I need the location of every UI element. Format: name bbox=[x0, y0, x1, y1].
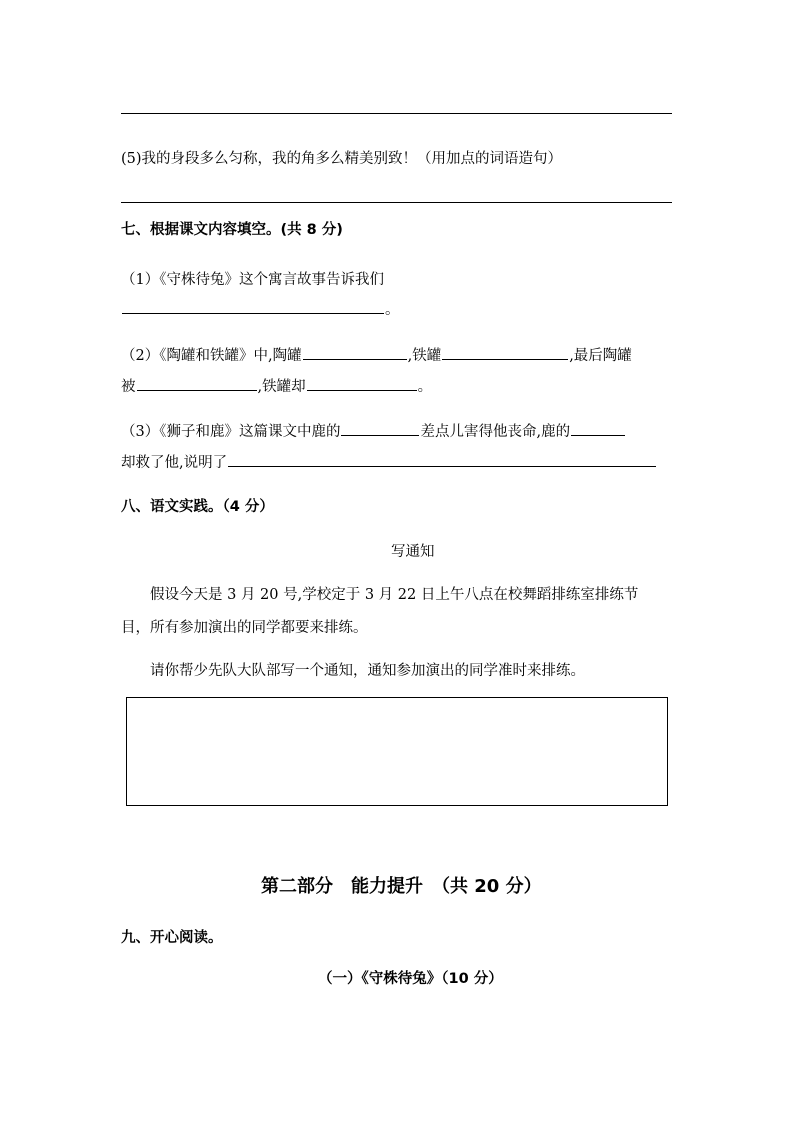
item-7-1 bbox=[121, 268, 384, 289]
item-7-3-c: 却救了他,说明了 bbox=[121, 455, 228, 471]
section-8-title: 八、语文实践。（4 分） bbox=[121, 499, 274, 515]
question-5-text: (5)我的身段多么匀称，我的角多么精美别致！（用加点的词语造句） bbox=[121, 151, 563, 167]
reading-1-title: （一）《守株待兔》（10 分） bbox=[318, 971, 503, 987]
notice-answer-box[interactable] bbox=[126, 697, 668, 806]
part-2-title: 第二部分 能力提升 （共 20 分） bbox=[261, 876, 542, 897]
item-7-1-line bbox=[121, 298, 400, 319]
answer-line-q5 bbox=[121, 202, 672, 203]
item-7-2-line-1 bbox=[121, 344, 632, 365]
notice-title: 写通知 bbox=[391, 544, 435, 560]
blank-7-3-c[interactable] bbox=[228, 451, 656, 467]
blank-7-2-b[interactable] bbox=[442, 344, 568, 360]
item-7-3-line-2 bbox=[121, 451, 657, 472]
blank-7-3-b[interactable] bbox=[571, 420, 625, 436]
blank-7-2-d[interactable] bbox=[307, 375, 417, 391]
item-7-2-c: ,最后陶罐 bbox=[569, 348, 632, 364]
item-7-2-line-2 bbox=[121, 375, 432, 396]
item-7-2-e: ,铁罐却 bbox=[257, 379, 306, 395]
item-7-2-b: ,铁罐 bbox=[407, 348, 442, 364]
blank-7-2-a[interactable] bbox=[303, 344, 407, 360]
blank-7-3-a[interactable] bbox=[341, 420, 419, 436]
item-7-3-a: （3）《狮子和鹿》这篇课文中鹿的 bbox=[121, 424, 341, 440]
section-7-title: 七、根据课文内容填空。(共 8 分) bbox=[121, 222, 343, 238]
blank-7-1[interactable] bbox=[122, 298, 384, 314]
notice-paragraph-1a: 假设今天是 3 月 20 号,学校定于 3 月 22 日上午八点在校舞蹈排练室排练节 bbox=[150, 587, 639, 603]
item-7-3-line-1 bbox=[121, 420, 626, 441]
item-7-2-a: （2）《陶罐和铁罐》中,陶罐 bbox=[121, 348, 302, 364]
section-9-title: 九、开心阅读。 bbox=[121, 930, 223, 946]
item-7-3-b: 差点儿害得他丧命,鹿的 bbox=[420, 424, 571, 440]
notice-paragraph-2: 请你帮少先队大队部写一个通知，通知参加演出的同学准时来排练。 bbox=[150, 663, 585, 679]
item-7-1-text: （1）《守株待兔》这个寓言故事告诉我们 bbox=[121, 272, 384, 288]
notice-paragraph-1b: 目，所有参加演出的同学都要来排练。 bbox=[121, 620, 368, 636]
item-7-2-d: 被 bbox=[121, 379, 136, 395]
item-7-1-end: 。 bbox=[385, 302, 400, 318]
item-7-2-f: 。 bbox=[417, 379, 433, 395]
blank-7-2-c[interactable] bbox=[137, 375, 257, 391]
answer-line-top bbox=[121, 113, 672, 114]
